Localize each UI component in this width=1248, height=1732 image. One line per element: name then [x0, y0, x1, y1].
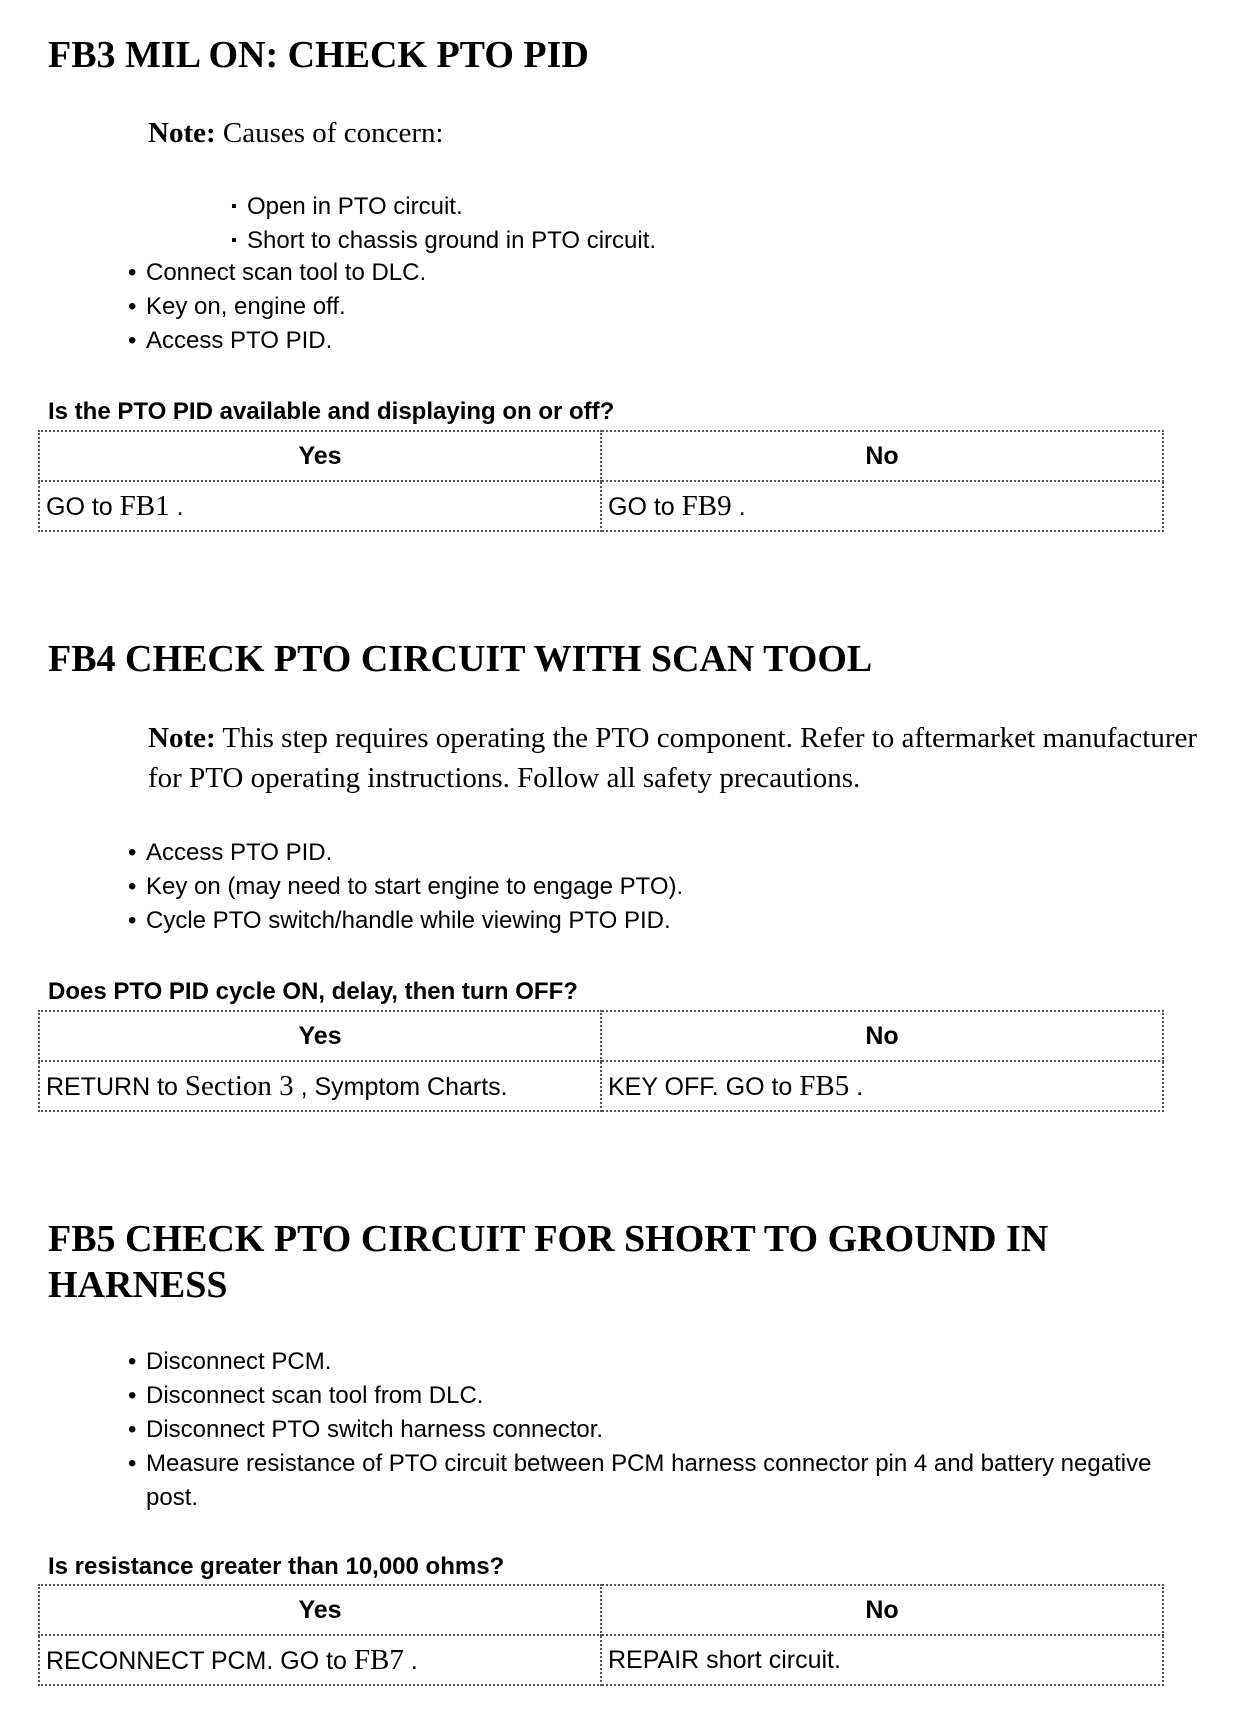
yes-cell	[39, 481, 601, 531]
table-row	[39, 481, 1163, 531]
link-fb1[interactable]: FB1	[119, 489, 170, 522]
no-cell	[601, 1061, 1163, 1111]
question-fb3: Is the PTO PID available and displaying on or off?	[48, 398, 615, 425]
list-item: • Key on, engine off.	[128, 290, 426, 324]
section-title-fb4: FB4 CHECK PTO CIRCUIT WITH SCAN TOOL	[48, 638, 873, 680]
yes-header: Yes	[39, 1011, 601, 1061]
no-header: No	[601, 1585, 1163, 1635]
no-prefix: KEY OFF. GO to	[608, 1072, 800, 1101]
list-item: • Measure resistance of PTO circuit between PCM harness connector pin 4 and battery negative post.	[128, 1447, 1208, 1515]
yes-header: Yes	[39, 1585, 601, 1635]
answer-table-fb4	[38, 1010, 1164, 1112]
note-text: This step requires operating the PTO component. Refer to aftermarket manufacturer for PTO operating instructions. Follow all safety precautions.	[148, 722, 1198, 794]
step-list-fb3	[128, 256, 426, 358]
list-item: ▪ Open in PTO circuit.	[229, 190, 656, 224]
no-cell	[601, 481, 1163, 531]
yes-prefix: GO to	[46, 492, 120, 521]
step-list-fb4	[128, 836, 683, 938]
no-suffix: .	[731, 492, 746, 521]
list-item: • Access PTO PID.	[128, 836, 683, 870]
section-title-fb5: FB5 CHECK PTO CIRCUIT FOR SHORT TO GROUND IN HARNESS	[48, 1218, 1049, 1306]
yes-prefix: RECONNECT PCM. GO to	[46, 1646, 354, 1675]
list-item: • Connect scan tool to DLC.	[128, 256, 426, 290]
table-row	[39, 1061, 1163, 1111]
note-label: Note:	[148, 117, 216, 149]
sub-list-fb3	[229, 190, 656, 258]
list-item: • Disconnect PTO switch harness connector.	[128, 1413, 1208, 1447]
answer-table-fb5	[38, 1584, 1164, 1686]
yes-cell	[39, 1635, 601, 1685]
no-cell: REPAIR short circuit.	[601, 1635, 1163, 1685]
list-item: ▪ Short to chassis ground in PTO circuit.	[229, 224, 656, 258]
question-fb4: Does PTO PID cycle ON, delay, then turn OFF?	[48, 978, 578, 1005]
list-item: • Disconnect PCM.	[128, 1345, 1208, 1379]
note-fb3	[148, 113, 1198, 153]
no-header: No	[601, 1011, 1163, 1061]
list-item: • Key on (may need to start engine to engage PTO).	[128, 870, 683, 904]
yes-prefix: RETURN to	[46, 1072, 185, 1101]
yes-suffix: .	[169, 492, 184, 521]
list-item: • Access PTO PID.	[128, 324, 426, 358]
link-section-3[interactable]: Section 3	[184, 1069, 294, 1102]
step-list-fb5	[128, 1345, 1208, 1515]
list-item: • Disconnect scan tool from DLC.	[128, 1379, 1208, 1413]
note-label: Note:	[148, 722, 216, 754]
note-text: Causes of concern:	[215, 117, 444, 149]
section-title-fb3: FB3 MIL ON: CHECK PTO PID	[48, 34, 589, 76]
no-header: No	[601, 431, 1163, 481]
yes-suffix: , Symptom Charts.	[293, 1072, 508, 1101]
table-row	[39, 1011, 1163, 1061]
link-fb7[interactable]: FB7	[353, 1643, 404, 1676]
note-fb4	[148, 718, 1198, 798]
answer-table-fb3	[38, 430, 1164, 532]
no-prefix: GO to	[608, 492, 682, 521]
yes-suffix: .	[403, 1646, 418, 1675]
table-row	[39, 1635, 1163, 1685]
table-row	[39, 431, 1163, 481]
yes-header: Yes	[39, 431, 601, 481]
no-suffix: .	[849, 1072, 864, 1101]
table-row	[39, 1585, 1163, 1635]
yes-cell	[39, 1061, 601, 1111]
link-fb5[interactable]: FB5	[799, 1069, 850, 1102]
list-item: • Cycle PTO switch/handle while viewing PTO PID.	[128, 904, 683, 938]
question-fb5: Is resistance greater than 10,000 ohms?	[48, 1553, 505, 1580]
link-fb9[interactable]: FB9	[681, 489, 732, 522]
